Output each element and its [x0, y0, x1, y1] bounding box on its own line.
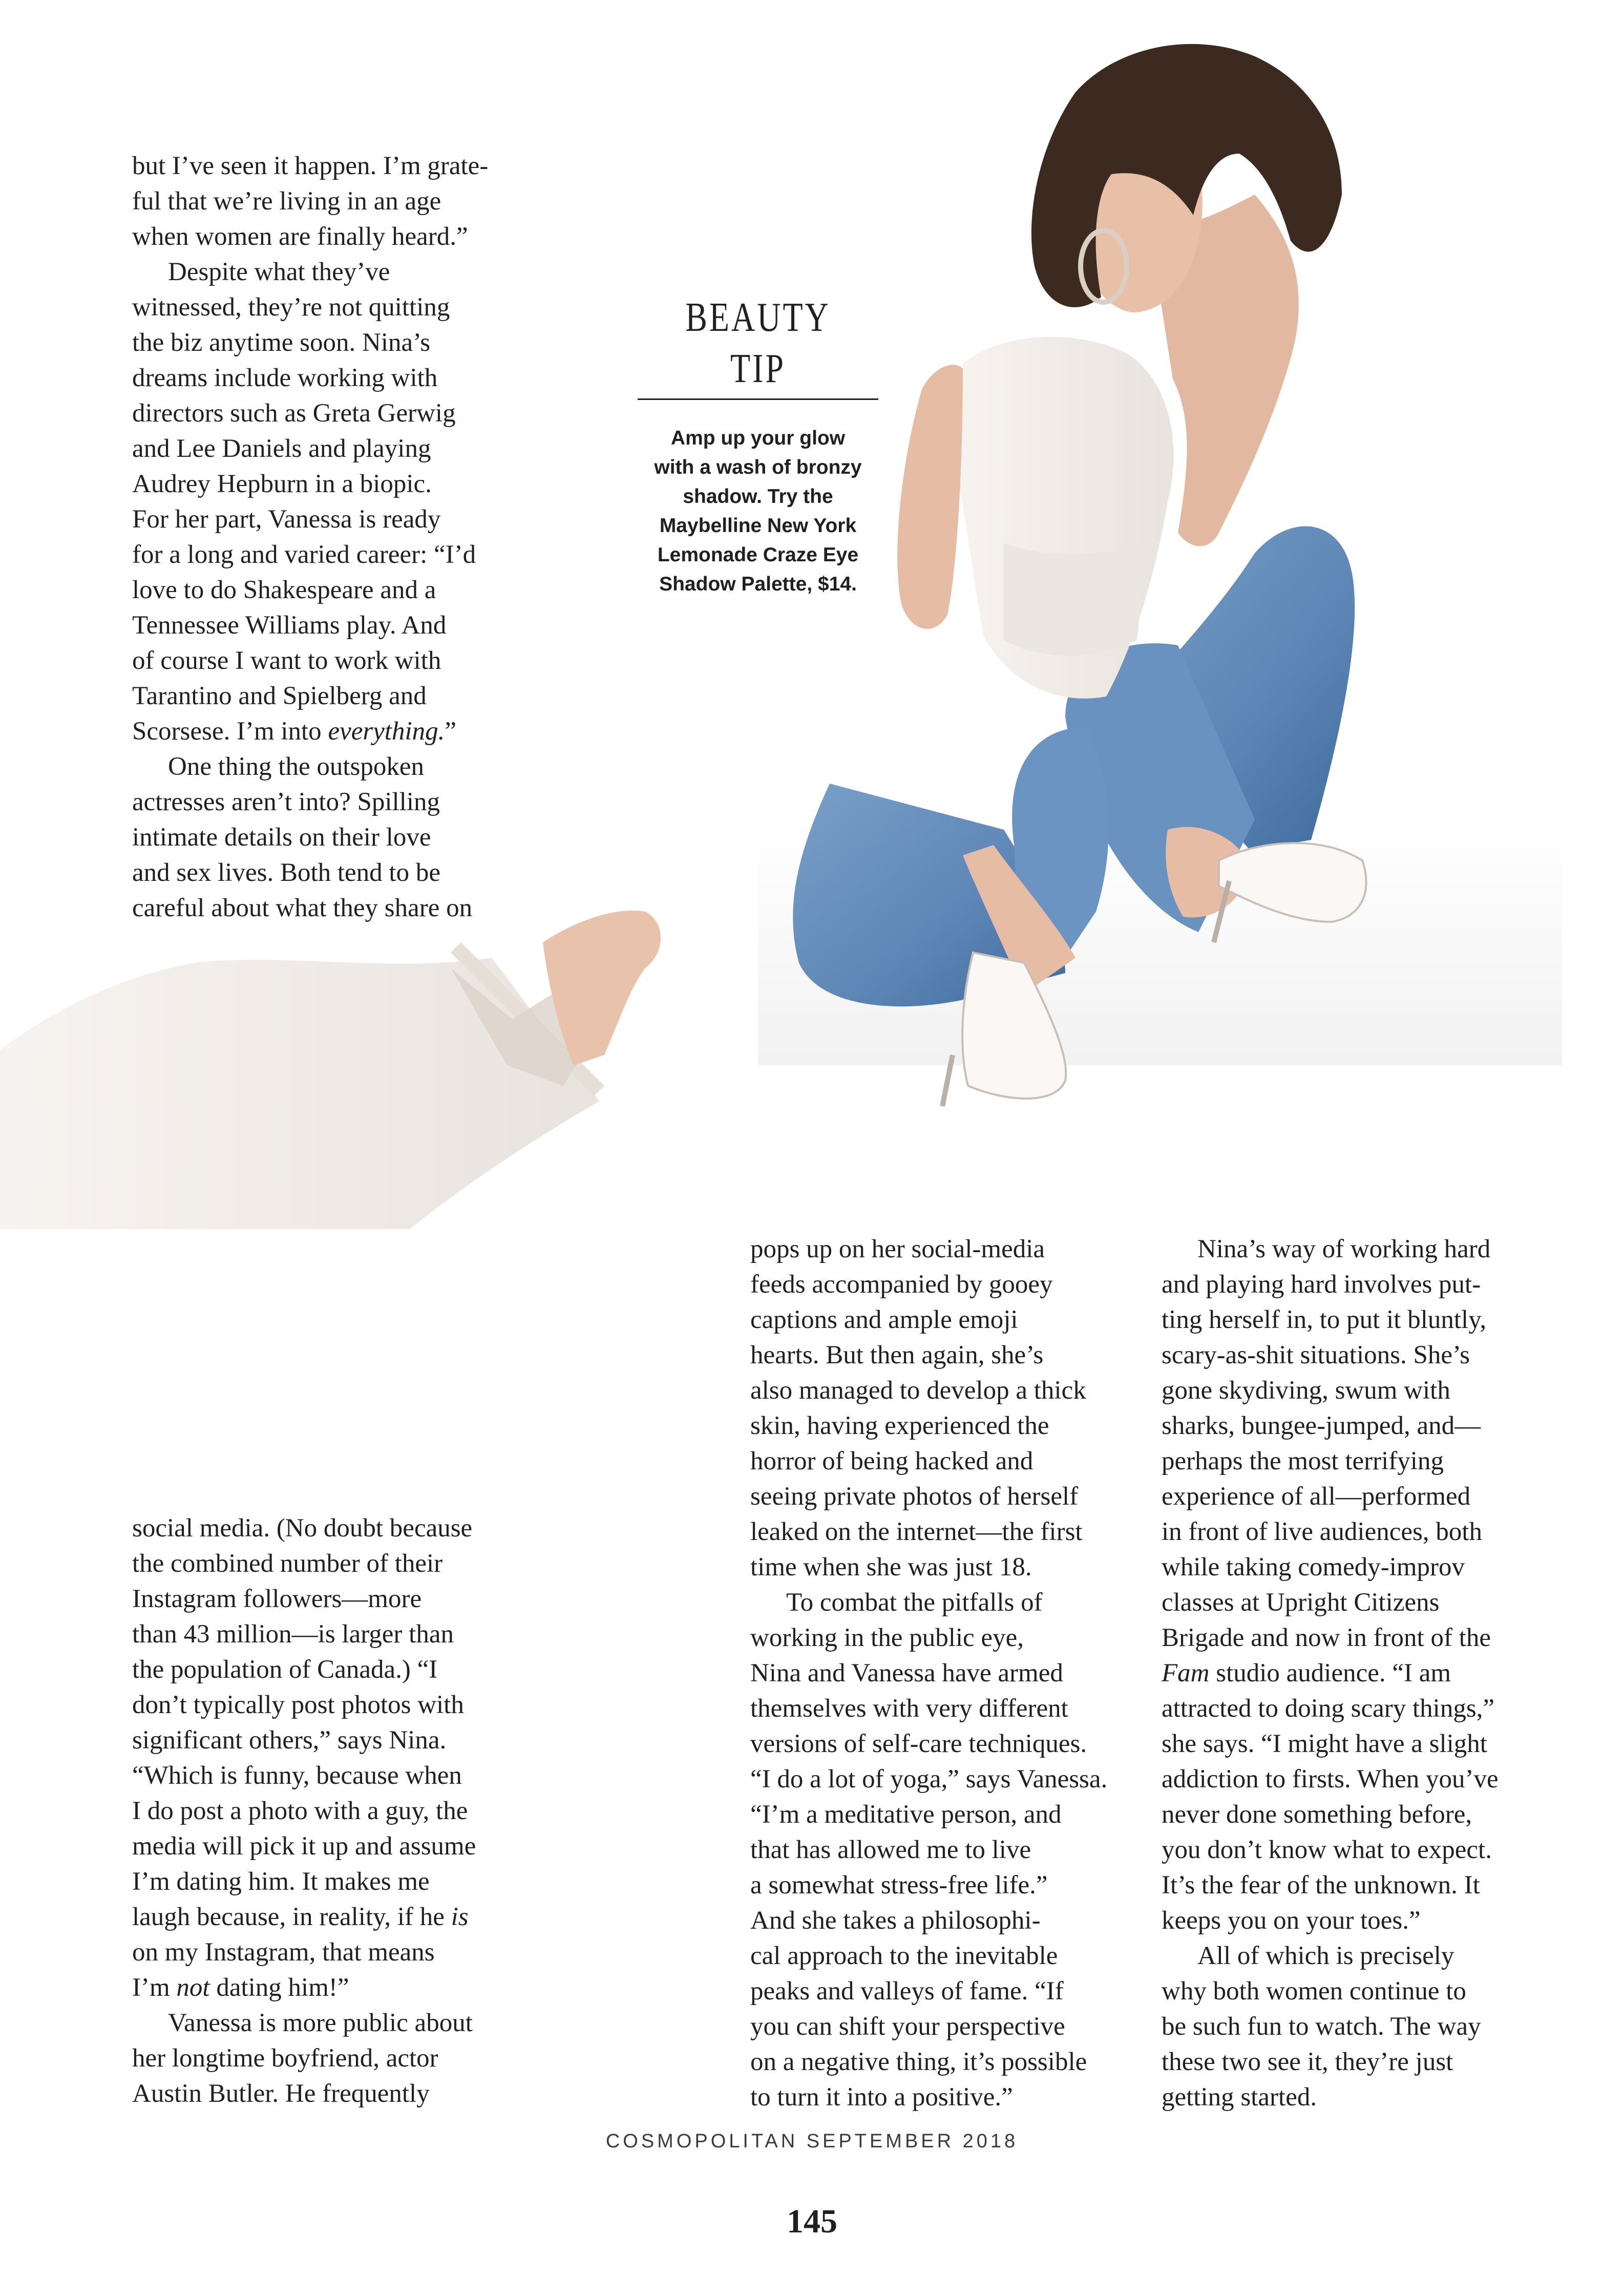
beauty-tip-divider — [638, 398, 878, 400]
beauty-tip-title: BEAUTY TIP — [685, 295, 831, 391]
italic-text: everything. — [328, 717, 445, 746]
italic-text: not — [176, 1973, 210, 2002]
sleeve-with-hand — [0, 911, 661, 1229]
article-column-bottom-right — [1162, 1232, 1561, 2116]
paragraph-text: studio audience. “I am attracted to doing scary things,” she says. “I might have a slight addiction to firsts. When you’ve never done something before, you don’t know what to expect. It’s the fear of the unknown. It keeps you on your toes.” — [1162, 1659, 1499, 1935]
paragraph-text: One thing the outspoken actresses aren’t into? Spilling intimate details on their love and sex lives. Both tend to be careful about what they share on — [132, 752, 473, 922]
paragraph-text: To combat the pitfalls of working in the public eye, Nina and Vanessa have armed themselves with very different versions of self-care techniques. “I do a lot of yoga,” says Vanessa. “I’m a meditative person, and that has allowed me to live a somewhat stress-free life.” And she takes a philosophi- cal approach to the inevitable peaks and valleys of fame. “If you can shift your perspective on a negative thing, it’s possible to turn it into a positive.” — [750, 1588, 1108, 2112]
paragraph-text: on my Instagram, that means I’m — [132, 1938, 435, 2002]
paragraph — [1162, 1232, 1561, 1938]
paragraph-text: ” — [445, 717, 457, 746]
paragraph-text: Nina’s way of working hard and playing hard involves put- ting herself in, to put it bluntly, scary-as-shit situations. She’s gone skydiving, swum with sharks, bungee-jumped, and— perhaps the most terrifying experience of all—performed in front of live audiences, both while taking comedy-improv classes at Upright Citizens Brigade and now in front of the — [1162, 1235, 1491, 1652]
footer-magazine-issue: COSMOPOLITAN SEPTEMBER 2018 — [605, 2130, 1019, 2152]
paragraph-text: All of which is precisely why both women continue to be such fun to watch. The way these two see it, they’re just getting started. — [1162, 1942, 1481, 2112]
paragraph-text: dating him!” — [209, 1973, 349, 2002]
paragraph — [132, 149, 532, 255]
paragraph-text: but I’ve seen it happen. I’m grate- ful that we’re living in an age when women are finally heard.” — [132, 152, 489, 251]
article-column-bottom-left — [132, 1511, 532, 2112]
italic-text: Fam — [1162, 1659, 1210, 1687]
paragraph-text: Despite what they’ve witnessed, they’re not quitting the biz anytime soon. Nina’s dreams include working with directors such as Greta Gerwig and Lee Daniels and playing Audrey Hepburn in a biopic. For her part, Vanessa is ready for a long and varied career: “I’d love to do Shakespeare and a Tennessee Williams play. And of course I want to work with Tarantino and Spielberg and Scorsese. I’m into — [132, 258, 476, 746]
beauty-tip-body: Amp up your glow with a wash of bronzy shadow. Try the Maybelline New York Lemonade Craze Eye Shadow Palette, $14. — [654, 427, 862, 595]
page-number: 145 — [787, 2203, 837, 2240]
paragraph — [132, 2006, 532, 2112]
article-column-bottom-middle — [750, 1232, 1150, 2115]
paragraph — [750, 1232, 1150, 1585]
paragraph — [750, 1585, 1150, 2115]
paragraph — [132, 749, 532, 926]
beauty-tip-box — [638, 292, 878, 599]
paragraph — [1162, 1938, 1561, 2116]
paragraph-text: pops up on her social-media feeds accompanied by gooey captions and ample emoji hearts. But then again, she’s also managed to develop a thick skin, having experienced the horror of being hacked and seeing private photos of herself leaked on the internet—the first time when she was just 18. — [750, 1235, 1086, 1581]
paragraph-text: Vanessa is more public about her longtime boyfriend, actor Austin Butler. He frequently — [132, 2009, 473, 2108]
italic-text: is — [451, 1903, 469, 1931]
article-column-top-left — [132, 149, 532, 926]
paragraph-text: social media. (No doubt because the combined number of their Instagram followers—more than 43 million—is larger than the population of Canada.) “I don’t typically post photos with significant others,” says Nina. “Which is funny, because when I do post a photo with a guy, the media will pick it up and assume I’m dating him. It makes me laugh because, in reality, if he — [132, 1514, 476, 1931]
paragraph — [132, 255, 532, 749]
paragraph — [132, 1511, 532, 2006]
